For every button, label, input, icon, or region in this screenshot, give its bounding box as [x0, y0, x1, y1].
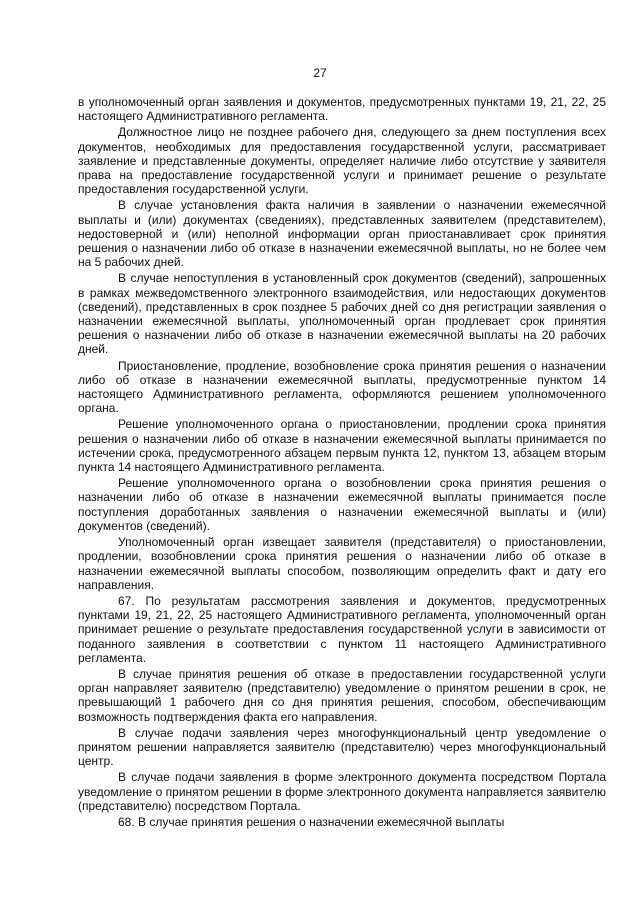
paragraph: Уполномоченный орган извещает заявителя (представителя) о приостановлении, продлении, возобновлении срока принятия решения о назначении либо об отказе в назначении ежемесячной выплаты способом, позволяющим определить факт и дату его направления. — [78, 535, 606, 592]
page-number: 27 — [313, 66, 327, 80]
paragraph: Решение уполномоченного органа о возобновлении срока принятия решения о назначении либо об отказе в назначении ежемесячной выплаты принимается после поступления доработанных заявления о назначении ежемесячной выплаты и (или) документов (сведений). — [78, 476, 606, 533]
paragraph: Решение уполномоченного органа о приостановлении, продлении срока принятия решения о назначении либо об отказе в назначении ежемесячной выплаты принимается по истечении срока, предусмотренного абзацем первым пункта 12, пунктом 13, абзацем вторым пункта 14 настоящего Административного регламента. — [78, 417, 606, 475]
paragraph: В случае подачи заявления в форме электронного документа посредством Портала уведомление о принятом решении в форме электронного документа направляется заявителю (представителю) посредством Портала. — [78, 770, 606, 813]
document-body — [78, 95, 606, 831]
paragraph-item-68: 68. В случае принятия решения о назначении ежемесячной выплаты — [118, 814, 505, 829]
paragraph: В случае принятия решения об отказе в предоставлении государственной услуги орган направляет заявителю (представителю) уведомление о принятом решении в срок, не превышающий 1 рабочего дня со дня принятия решения, способом, обеспечивающим возможность подтверждения факта его направления. — [78, 666, 606, 724]
paragraph: В случае установления факта наличия в заявлении о назначении ежемесячной выплаты и (или) документах (сведениях), представленных заявителем (представителем), недостоверной и (или) неполной информации орган приостанавливает срок принятия решения о назначении либо об отказе в назначении ежемесячной выплаты, но не более чем на 5 рабочих дней. — [78, 198, 606, 270]
paragraph: Должностное лицо не позднее рабочего дня, следующего за днем поступления всех документов, необходимых для предоставления государственной услуги, рассматривает заявление и представленные документы, определяет наличие либо отсутствие у заявителя права на предоставление государственной услуги и принимает решение о результате предоставления государственной услуги. — [78, 125, 606, 197]
paragraph: В случае подачи заявления через многофункциональный центр уведомление о принятом решении направляется заявителю (представителю) через многофункциональный центр. — [78, 725, 606, 769]
paragraph-item-67: 67. По результатам рассмотрения заявления и документов, предусмотренных пунктами 19, 21, 22, 25 настоящего Административного регламента, уполномоченный орган принимает решение о результате предоставления государственной услуги в зависимости от поданного заявления в соответствии с пунктом 11 настоящего Административного регламента. — [78, 593, 606, 665]
paragraph: В случае непоступления в установленный срок документов (сведений), запрошенных в рамках межведомственного электронного взаимодействия, или недостающих документов (сведений), представленных в срок позднее 5 рабочих дней со дня регистрации заявления о назначении ежемесячной выплаты, уполномоченный орган продлевает срок принятия решения о назначении либо об отказе в назначении ежемесячной выплаты на 20 рабочих дней. — [78, 271, 606, 357]
paragraph-continuation: в уполномоченный орган заявления и документов, предусмотренных пунктами 19, 21, 22, 25 настоящего Административного регламента. — [78, 95, 606, 124]
paragraph: Приостановление, продление, возобновление срока принятия решения о назначении либо об отказе в назначении ежемесячной выплаты, предусмотренные пунктом 14 настоящего Административного регламента, оформляются решением уполномоченного органа. — [78, 358, 606, 416]
